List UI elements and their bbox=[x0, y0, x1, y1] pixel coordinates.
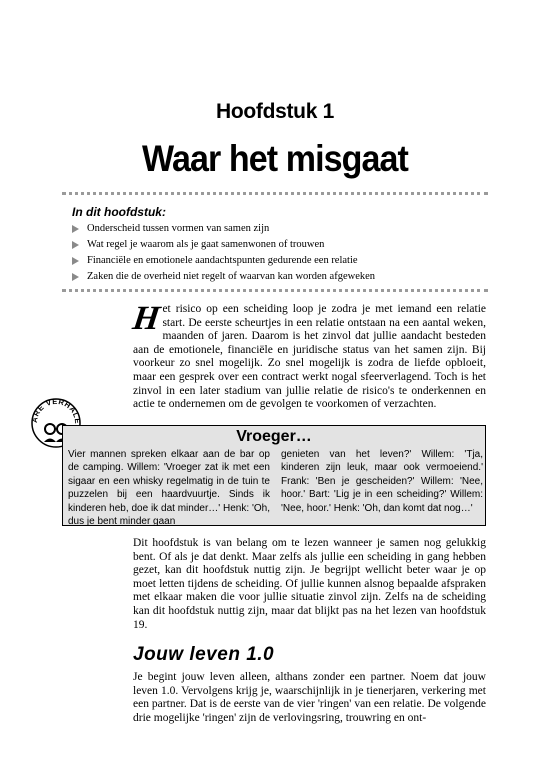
list-item bbox=[72, 269, 375, 285]
chapter-label: Hoofdstuk 1 bbox=[215, 100, 335, 123]
divider-bottom bbox=[62, 289, 488, 292]
list-item-text: Onderscheid tussen vormen van samen zijn bbox=[87, 223, 270, 234]
list-item bbox=[72, 237, 375, 253]
section-heading: Jouw leven 1.0 bbox=[133, 644, 275, 665]
divider-top bbox=[62, 192, 488, 195]
list-item-text: Financiële en emotionele aandachtspunten gedurende een relatie bbox=[87, 255, 358, 266]
drop-cap: H bbox=[130, 300, 163, 337]
chapter-title: Waar het misgaat bbox=[142, 138, 408, 179]
list-item-text: Zaken die de overheid niet regelt of waarvan kan worden afgeweken bbox=[87, 271, 376, 282]
vroeger-column-left: Vier mannen spreken elkaar aan de bar op de camping. Willem: 'Vroeger zat ik met een sigaar en een whisky regelmatig in de tuin te puzzelen bij een haardvuurtje. Sinds ik kinderen heb, doe ik dat minder…' Henk: 'Oh, dus je bent minder gaan bbox=[68, 449, 270, 528]
list-item bbox=[72, 221, 375, 237]
list-item-text: Wat regel je waarom als je gaat samenwonen of trouwen bbox=[87, 239, 325, 250]
triangle-bullet-icon bbox=[72, 257, 79, 265]
triangle-bullet-icon bbox=[72, 225, 79, 233]
intro-paragraph bbox=[130, 300, 486, 412]
badge-text: ARE VERHALE bbox=[30, 396, 82, 425]
in-dit-hoofdstuk-heading: In dit hoofdstuk: bbox=[72, 205, 166, 219]
vroeger-title: Vroeger… bbox=[236, 428, 312, 445]
intro-text: et risico op een scheiding loop je zodra je met iemand een relatie start. De eerste scheurtjes in een relatie ontstaan na een aantal weken, maanden of jaren. Daarom is het zinvol dat jullie aandacht besteden aan de emotionele, financiële en juridische status van het samen zijn. Bij voorkeur zo snel mogelijk. Zo snel mogelijk is zodra de liefde opbloeit, maar een gesprek over een contract werkt nogal sfeerverlagend. Toch is het zinvol in een later stadium van jullie relatie de risico's te onderkennen en actie te ondernemen om de gevolgen te voorkomen of verzachten. bbox=[133, 303, 486, 411]
triangle-bullet-icon bbox=[72, 273, 79, 281]
body-paragraph-2: Je begint jouw leven alleen, althans zonder een partner. Noem dat jouw leven 1.0. Vervolgens krijg je, waarschijnlijk in je tienerjaren, verkering met een partner. Dat is de eerste van de vier 'ringen' van een relatie. De volgende drie mogelijke 'ringen' zijn de verlovingsring, trouwring en ont- bbox=[133, 671, 486, 724]
body-paragraph-1: Dit hoofdstuk is van belang om te lezen wanneer je samen nog gelukkig bent. Of als je dat denkt. Maar zelfs als jullie een scheiding in gang hebben gezet, kan dit hoofdstuk nuttig zijn. Je begrijpt wellicht beter waar je op moet letten tijdens de scheiding. Of jullie kunnen alsnog bepaalde afspraken met elkaar maken die voor jullie situatie zinvol zijn. Zelfs na de scheiding kan dit hoofdstuk nuttig zijn, maar dat blijkt pas na het lezen van hoofdstuk 19. bbox=[133, 537, 486, 631]
triangle-bullet-icon bbox=[72, 241, 79, 249]
vroeger-column-right: genieten van het leven?' Willem: 'Tja, kinderen zijn leuk, maar ook vermoeiend.' Frank: 'Ben je gescheiden?' Willem: 'Nee, hoor.' Bart: 'Lig je in een scheiding?' Willem: 'Nee, hoor.' Henk: 'Oh, dan komt dat nog…' bbox=[281, 449, 483, 514]
chapter-topics-list bbox=[72, 221, 375, 285]
list-item bbox=[72, 253, 375, 269]
